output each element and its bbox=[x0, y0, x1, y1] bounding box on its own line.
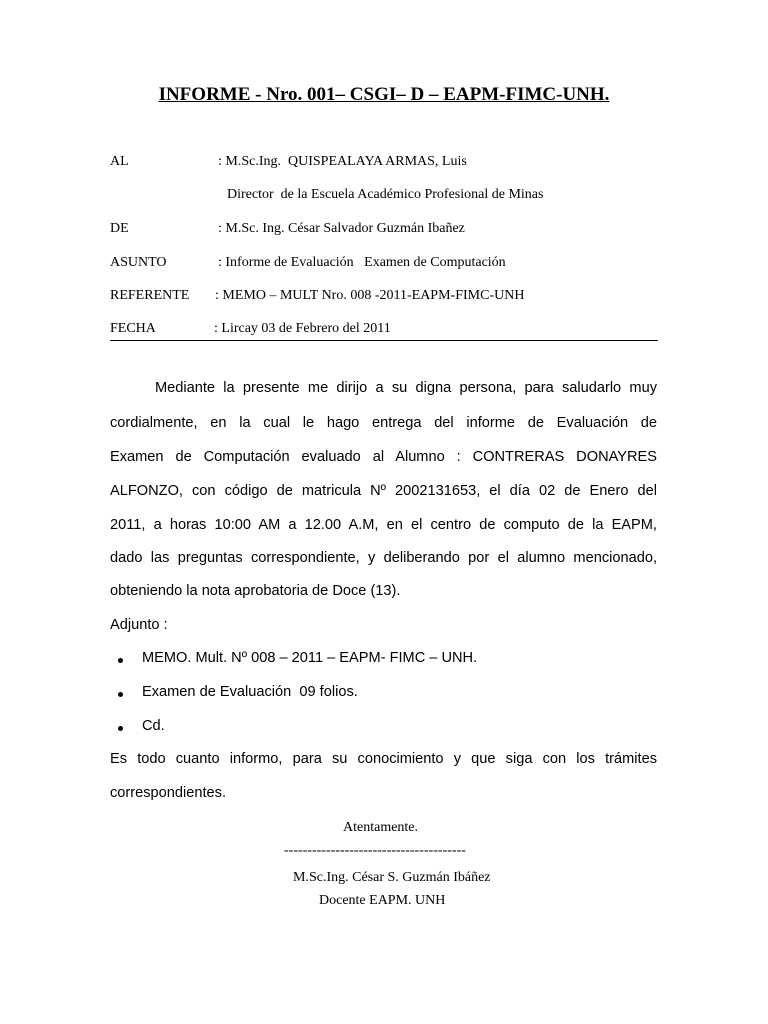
signature-line: --------------------------------------- bbox=[284, 843, 466, 858]
body-line: ALFONZO, con código de matricula Nº 2002131653, el día 02 de Enero del bbox=[110, 483, 657, 499]
signer-name: M.Sc.Ing. César S. Guzmán Ibáñez bbox=[293, 870, 491, 885]
al-position: Director de la Escuela Académico Profesional de Minas bbox=[227, 187, 544, 202]
signer-position: Docente EAPM. UNH bbox=[319, 893, 446, 908]
de-value: : M.Sc. Ing. César Salvador Guzmán Ibañez bbox=[218, 221, 465, 236]
body-line: dado las preguntas correspondiente, y deliberando por el alumno mencionado, bbox=[110, 550, 657, 566]
de-label: DE bbox=[110, 221, 129, 236]
salutation: Atentamente. bbox=[343, 820, 419, 835]
body-line: obteniendo la nota aprobatoria de Doce (13). bbox=[110, 583, 401, 599]
adjunto-label: Adjunto : bbox=[110, 617, 168, 633]
body-line: 2011, a horas 10:00 AM a 12.00 A.M, en el centro de computo de la EAPM, bbox=[110, 517, 657, 533]
adjunto-item: MEMO. Mult. Nº 008 – 2011 – EAPM- FIMC – UNH. bbox=[142, 650, 478, 666]
bullet-icon bbox=[118, 726, 123, 731]
adjunto-item: Cd. bbox=[142, 718, 165, 734]
al-value: : M.Sc.Ing. QUISPEALAYA ARMAS, Luis bbox=[218, 154, 467, 169]
bullet-icon bbox=[118, 692, 123, 697]
referente-value: : MEMO – MULT Nro. 008 -2011-EAPM-FIMC-UNH bbox=[215, 288, 525, 303]
closing-line: correspondientes. bbox=[110, 785, 227, 801]
body-line: Mediante la presente me dirijo a su digna persona, para saludarlo muy bbox=[155, 380, 657, 396]
document-title: INFORME - Nro. 001– CSGI– D – EAPM-FIMC-UNH. bbox=[158, 84, 610, 105]
closing-line: Es todo cuanto informo, para su conocimiento y que siga con los trámites bbox=[110, 751, 657, 767]
al-label: AL bbox=[110, 154, 129, 169]
adjunto-item: Examen de Evaluación 09 folios. bbox=[142, 684, 358, 700]
bullet-icon bbox=[118, 658, 123, 663]
referente-label: REFERENTE bbox=[110, 288, 190, 303]
asunto-label: ASUNTO bbox=[110, 255, 167, 270]
body-line: cordialmente, en la cual le hago entrega del informe de Evaluación de bbox=[110, 415, 657, 431]
asunto-value: : Informe de Evaluación Examen de Computación bbox=[218, 255, 506, 270]
fecha-value: : Lircay 03 de Febrero del 2011 bbox=[214, 321, 391, 336]
header-divider bbox=[110, 340, 658, 341]
body-line: Examen de Computación evaluado al Alumno : CONTRERAS DONAYRES bbox=[110, 449, 657, 465]
fecha-label: FECHA bbox=[110, 321, 156, 336]
